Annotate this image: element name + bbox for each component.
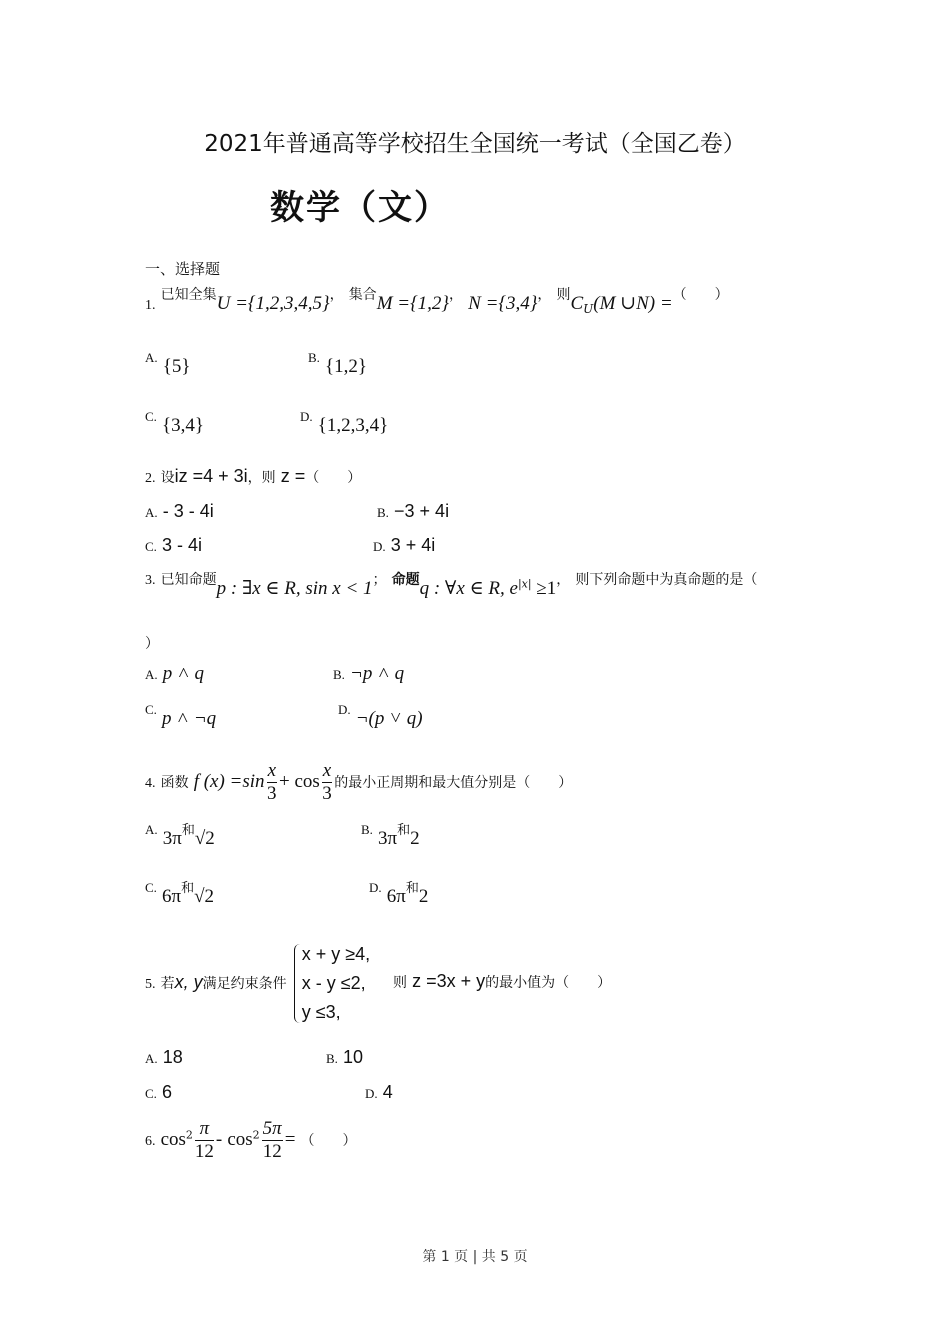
- option-c[interactable]: C. 6: [145, 1082, 173, 1102]
- option-a[interactable]: A. - 3 - 4i: [145, 501, 214, 521]
- math-expr: M ={1,2}: [376, 293, 450, 314]
- option-c[interactable]: C. 3 - 4i: [145, 535, 203, 555]
- fraction: $\frac{x}{3}$: [322, 760, 332, 804]
- option-c[interactable]: $^{C.}$ {3,4}: [145, 409, 205, 436]
- option-d[interactable]: $^{D.}$ ¬(p ˅ q): [338, 702, 423, 729]
- section-heading: 一、选择题: [145, 260, 221, 278]
- exam-title: 2021年普通高等学校招生全国统一考试（全国乙卷）: [204, 131, 746, 157]
- fraction: $\frac{\pi}{12}$: [194, 1118, 214, 1162]
- question-5-objective: 则 z =3x + y的最小值为（ ）: [393, 971, 612, 991]
- option-c[interactable]: $^{C.}$ $6\pi^和√2$: [145, 880, 215, 907]
- option-d[interactable]: D. 4: [365, 1082, 393, 1102]
- question-1-stem: 1. 已知全集U ={1,2,3,4,5}， 集合M ={1,2}， N ={3,4}， 则$C_U(M$ ∪N) =（ ）: [145, 287, 729, 317]
- option-b[interactable]: B. ¬p ˄ q: [333, 663, 405, 684]
- option-a[interactable]: A. 18: [145, 1047, 183, 1067]
- page-footer: 第 1 页 | 共 5 页: [422, 1249, 528, 1265]
- math-expr: U ={1,2,3,4,5}: [216, 293, 330, 314]
- question-3-stem: 3. 已知命题p : ∃x ∈ R, sin x < 1； 命题q : ∀x ∈ R, $e^{|x|} \ge 1$， 则下列命题中为真命题的是（: [145, 572, 758, 599]
- question-number: 2.: [145, 471, 156, 486]
- option-a[interactable]: A. p ˄ q: [145, 663, 205, 684]
- question-number: 4.: [145, 776, 156, 791]
- fraction: $\frac{x}{3}$: [267, 760, 277, 804]
- question-number: 6.: [145, 1134, 156, 1149]
- math-expr: f (x) =sin: [193, 771, 265, 792]
- option-a[interactable]: $^{A.}$ $3\pi^和√2$: [145, 822, 215, 849]
- option-b[interactable]: $^{B.}$ {1,2}: [308, 350, 368, 377]
- question-number: 3.: [145, 573, 156, 588]
- constraint-system: x + y ≥4, x - y ≤2, y ≤3,: [292, 940, 370, 1027]
- math-expr: (M ∪N) =: [593, 293, 673, 314]
- question-number: 5.: [145, 977, 156, 992]
- option-b[interactable]: B. −3 + 4i: [377, 501, 450, 521]
- question-2-stem: 2. 设iz =4 + 3i，则 z =（ ）: [145, 466, 362, 486]
- option-d[interactable]: D. 3 + 4i: [373, 535, 436, 555]
- math-expr: N ={3,4}: [468, 293, 538, 314]
- option-d[interactable]: $^{D.}$ {1,2,3,4}: [300, 409, 389, 436]
- option-d[interactable]: $^{D.}$ $6\pi^和2$: [369, 880, 429, 907]
- math-expr: p : ∃x ∈ R, sin x < 1: [216, 578, 373, 599]
- fraction: $\frac{5\pi}{12}$: [262, 1118, 282, 1162]
- option-b[interactable]: B. 10: [326, 1047, 364, 1067]
- exam-subject: 数学（文）: [270, 188, 450, 228]
- math-expr: q : ∀x ∈ R, e: [419, 578, 518, 599]
- math-expr: z =3x + y: [412, 971, 486, 991]
- question-6-stem: 6. $\cos^2$ $\frac{\pi}{12}$ - $\cos^2$ $\frac{5\pi}{12}$ = （ ）: [145, 1118, 357, 1162]
- question-3-close-paren: ）: [145, 636, 159, 652]
- option-a[interactable]: $^{A.}$ {5}: [145, 350, 191, 377]
- option-c[interactable]: $^{C.}$ p ˄ ¬q: [145, 702, 217, 729]
- question-number: 1.: [145, 298, 156, 313]
- question-5-stem: 5. 若x, y满足约束条件 x + y ≥4, x - y ≤2, y ≤3,: [145, 940, 370, 1027]
- option-b[interactable]: $^{B.}$ $3\pi^和2$: [361, 822, 420, 849]
- question-4-stem: 4. 函数 f (x) =sin $\frac{x}{3}$ + cos $\frac{x}{3}$ 的最小正周期和最大值分别是（ ）: [145, 760, 573, 804]
- math-expr: iz =4 + 3i: [174, 466, 248, 486]
